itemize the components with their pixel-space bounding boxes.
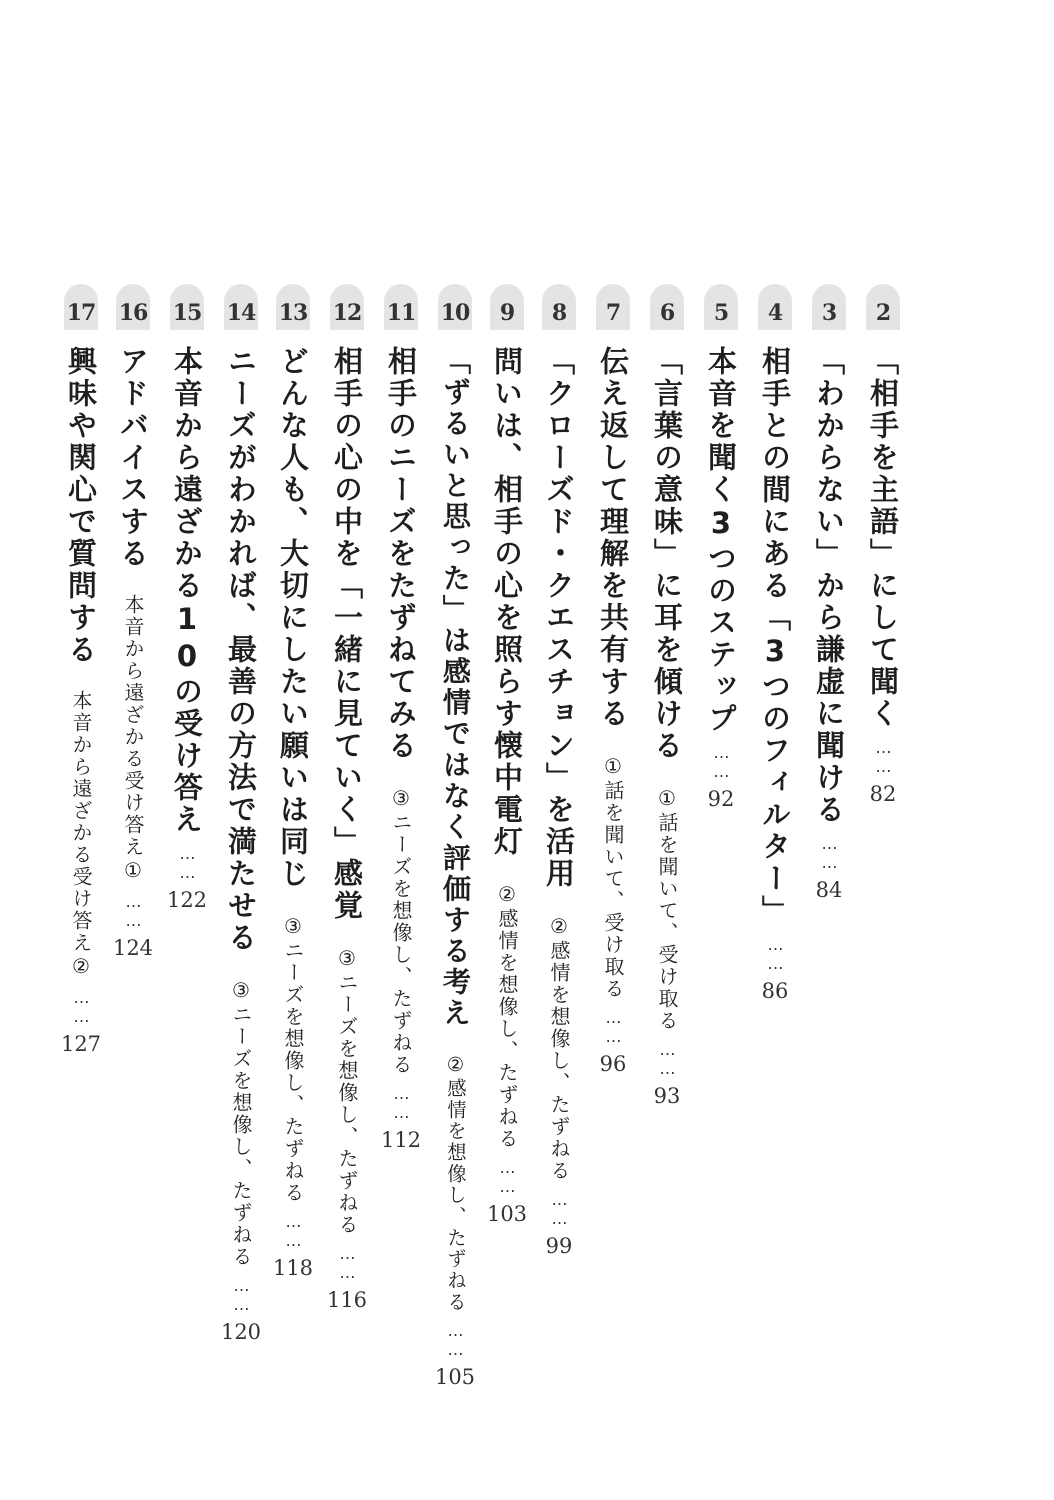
page-number: 112: [380, 1128, 422, 1152]
page-number: 103: [486, 1202, 528, 1226]
entry-title: 「わからない」から謙虚に聞ける: [812, 346, 846, 826]
chapter-number: 17: [66, 300, 96, 326]
entry-title: 「相手を主語」にして聞く: [866, 346, 900, 730]
toc-entry[interactable]: [860, 284, 906, 1464]
toc-entry[interactable]: [270, 284, 316, 1464]
entry-text: [164, 346, 210, 882]
entry-title: 本音を聞く3つのステップ: [704, 346, 738, 735]
leader-dots: ……: [124, 892, 143, 930]
entry-title: 相手のニーズをたずねてみる: [384, 346, 418, 762]
toc-entry[interactable]: [752, 284, 798, 1464]
toc-entry[interactable]: [644, 284, 690, 1464]
entry-subtitle: ②感情を想像し、たずねる: [547, 914, 571, 1182]
entry-title: 「言葉の意味」に耳を傾ける: [650, 346, 684, 762]
leader-dots: ……: [766, 935, 785, 973]
leader-dots: ……: [392, 1084, 411, 1122]
entry-subtitle: ③ニーズを想像し、たずねる: [229, 978, 253, 1268]
entry-text: [536, 346, 582, 1228]
page-number: 116: [326, 1288, 368, 1312]
chapter-number: 5: [713, 300, 729, 326]
page-number: 84: [815, 878, 843, 902]
entry-subtitle: ③ニーズを想像し、たずねる: [335, 946, 359, 1236]
chapter-number: 15: [172, 300, 202, 326]
entry-text: [484, 346, 530, 1196]
chapter-number-tab: [224, 284, 258, 330]
entry-title: 相手の心の中を「一緒に見ていく」感覚: [330, 346, 364, 922]
entry-subtitle: ②感情を想像し、たずねる: [444, 1052, 467, 1313]
toc-entry[interactable]: [110, 284, 156, 1464]
entry-title: 本音から遠ざかる10の受け答え: [170, 346, 204, 836]
entry-subtitle: ③ニーズを想像し、たずねる: [389, 786, 413, 1076]
chapter-number: 14: [226, 300, 256, 326]
page-number: 82: [869, 782, 897, 806]
entry-text: [270, 346, 316, 1250]
entry-title: ニーズがわかれば、最善の方法で満たせる: [224, 346, 258, 954]
leader-dots: ……: [232, 1276, 251, 1314]
chapter-number-tab: [866, 284, 900, 330]
page-number: 105: [434, 1364, 476, 1389]
leader-dots: ……: [550, 1190, 569, 1228]
chapter-number: 16: [118, 300, 148, 326]
chapter-number: 6: [659, 300, 675, 326]
entry-subtitle: ②感情を想像し、たずねる: [495, 882, 519, 1150]
page-number: 86: [761, 979, 789, 1003]
entry-text: [752, 346, 798, 973]
chapter-number: 11: [386, 300, 416, 326]
entry-text: [324, 346, 370, 1282]
leader-dots: ……: [874, 738, 893, 776]
leader-dots: ……: [604, 1008, 623, 1046]
toc-entry[interactable]: [218, 284, 264, 1464]
chapter-number-tab: [758, 284, 792, 330]
page-number: 120: [220, 1320, 262, 1344]
page-number: 122: [166, 888, 208, 912]
chapter-number-tab: [384, 284, 418, 330]
entry-title: どんな人も、大切にしたい願いは同じ: [276, 346, 310, 890]
page-number: 124: [112, 936, 154, 960]
chapter-number: 8: [551, 300, 567, 326]
leader-dots: ……: [820, 834, 839, 872]
chapter-number: 4: [767, 300, 783, 326]
entry-title: 興味や関心で質問する: [64, 346, 98, 666]
entry-text: [698, 346, 744, 781]
entry-subtitle: 本音から遠ざかる受け答え①: [121, 594, 145, 884]
leader-dots: ……: [284, 1212, 303, 1250]
page-number: 118: [272, 1256, 314, 1280]
leader-dots: ……: [338, 1244, 357, 1282]
chapter-number-tab: [490, 284, 524, 330]
entry-text: [58, 346, 104, 1026]
entry-subtitle: ①話を聞いて、受け取る: [655, 786, 679, 1032]
toc-entry[interactable]: [432, 284, 478, 1464]
toc-entry[interactable]: [164, 284, 210, 1464]
chapter-number: 3: [821, 300, 837, 326]
entry-title: 「クローズド・クエスチョン」を活用: [542, 346, 576, 890]
page-number: 127: [60, 1032, 102, 1056]
chapter-number-tab: [116, 284, 150, 330]
entry-text: [644, 346, 690, 1078]
entry-text: [860, 346, 906, 776]
toc-entry[interactable]: [590, 284, 636, 1464]
chapter-number-tab: [812, 284, 846, 330]
entry-text: [110, 346, 156, 930]
chapter-number-tab: [542, 284, 576, 330]
chapter-number-tab: [596, 284, 630, 330]
toc-entry[interactable]: [698, 284, 744, 1464]
chapter-number: 13: [278, 300, 308, 326]
leader-dots: ……: [446, 1320, 465, 1359]
chapter-number-tab: [438, 284, 472, 330]
chapter-number: 12: [332, 300, 362, 326]
chapter-number-tab: [276, 284, 310, 330]
entry-text: [378, 346, 424, 1122]
entry-subtitle: ①話を聞いて、受け取る: [601, 754, 625, 1000]
toc-entry[interactable]: [536, 284, 582, 1464]
leader-dots: ……: [658, 1040, 677, 1078]
toc-entry[interactable]: [806, 284, 852, 1464]
leader-dots: ……: [712, 743, 731, 781]
page-number: 92: [707, 787, 735, 811]
toc-entry[interactable]: [378, 284, 424, 1464]
page-number: 99: [545, 1234, 573, 1258]
chapter-number: 10: [440, 300, 470, 326]
chapter-number-tab: [64, 284, 98, 330]
chapter-number-tab: [330, 284, 364, 330]
page-number: 93: [653, 1084, 681, 1108]
toc-entry[interactable]: [484, 284, 530, 1464]
chapter-number-tab: [704, 284, 738, 330]
toc-entry[interactable]: [324, 284, 370, 1464]
entry-title: 問いは、相手の心を照らす懐中電灯: [490, 346, 524, 858]
leader-dots: ……: [178, 844, 197, 882]
chapter-number-tab: [170, 284, 204, 330]
chapter-number: 7: [605, 300, 621, 326]
chapter-number-tab: [650, 284, 684, 330]
page-number: 96: [599, 1052, 627, 1076]
entry-text: [590, 346, 636, 1046]
entry-title: 相手との間にある「3つのフィルター」: [758, 346, 792, 927]
leader-dots: ……: [498, 1158, 517, 1196]
chapter-number: 2: [875, 300, 891, 326]
leader-dots: ……: [72, 988, 91, 1026]
entry-subtitle: ③ニーズを想像し、たずねる: [281, 914, 305, 1204]
entry-text: [432, 346, 478, 1359]
entry-title: 伝え返して理解を共有する: [596, 346, 630, 730]
entry-text: [806, 346, 852, 872]
entry-subtitle: 本音から遠ざかる受け答え②: [69, 690, 93, 980]
entry-text: [218, 346, 264, 1314]
entry-title: 「ずるいと思った」は感情ではなく評価する考え: [439, 346, 472, 1029]
entry-title: アドバイスする: [116, 346, 150, 570]
toc-entry[interactable]: [58, 284, 104, 1464]
chapter-number: 9: [499, 300, 515, 326]
